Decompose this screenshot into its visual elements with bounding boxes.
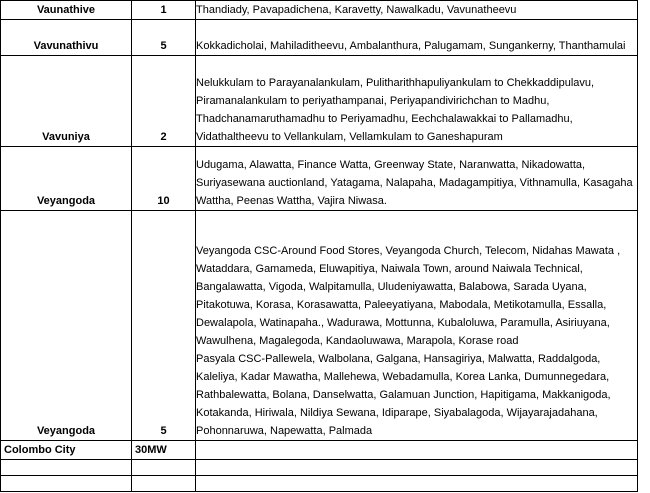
mw-cell: 10 bbox=[132, 147, 196, 211]
mw-cell: 30MW bbox=[132, 441, 196, 460]
table-row bbox=[1, 476, 638, 492]
table-row bbox=[1, 56, 638, 147]
area-cell bbox=[1, 476, 132, 492]
areas-text: Udugama, Alawatta, Finance Watta, Greenway State, Naranwatta, Nikadowatta, Suriyasewana auctionland, Yatagama, Nalapaha, Madagampitiya, Vithnamulla, Kasagaha Wattha, Peenas Wattha, Vajira Niwasa. bbox=[196, 159, 633, 207]
area-cell: Veyangoda bbox=[1, 147, 132, 211]
areas-text: Nelukkulam to Parayanalankulam, Pulitharithhapuliyankulam to Chekkaddipulavu, Piramanalankulam to periyathampanai, Periyapandivirichchan to Madhu, Thadchanamaruthamadhu to Periyamadhu, Eechchalawakkai to Pallamadhu, Vidathaltheevu to Vellankulam, Vellamkulam to Ganeshapuram bbox=[196, 77, 595, 143]
areas-text: Thandiady, Pavapadichena, Karavetty, Nawalkadu, Vavunatheevu bbox=[196, 4, 517, 16]
table-row bbox=[1, 147, 638, 211]
area-cell: Vaunathive bbox=[1, 1, 132, 20]
mw-cell: 5 bbox=[132, 211, 196, 441]
area-cell bbox=[1, 460, 132, 476]
mw-cell bbox=[132, 476, 196, 492]
areas-text: Veyangoda CSC-Around Food Stores, Veyangoda Church, Telecom, Nidahas Mawata , Wataddara, Gamameda, Eluwapitiya, Naiwala Town, around Naiwala Technical, Bangalawatta, Vigoda, Walpitamulla, Uludeniyawatta, Balabowa, Sarada Uyana, Pitakotuwa, Korasa, Korasawatta, Paleeyatiyana, Mabodala, Metikotamulla, Essalla, Dewalapola, Watinapaha., Wadurawa, Mottunna, Kubaloluwa, Paramulla, Asiriuyana, Wawulhena, Magalegoda, Kandaoluwawa, Marapola, Korase road bbox=[196, 245, 621, 347]
area-cell: Veyangoda bbox=[1, 211, 132, 441]
areas-cell bbox=[196, 20, 638, 56]
mw-cell: 2 bbox=[132, 56, 196, 147]
area-cell: Colombo City bbox=[1, 441, 132, 460]
areas-cell bbox=[196, 441, 638, 460]
table-row bbox=[1, 20, 638, 56]
areas-cell bbox=[196, 476, 638, 492]
mw-cell bbox=[132, 460, 196, 476]
table-row bbox=[1, 460, 638, 476]
table-row bbox=[1, 211, 638, 441]
areas-text: Kokkadicholai, Mahiladitheevu, Ambalanthura, Palugamam, Sungankerny, Thanthamulai bbox=[196, 40, 626, 52]
areas-cell bbox=[196, 211, 638, 441]
area-cell: Vavunathivu bbox=[1, 20, 132, 56]
areas-cell bbox=[196, 56, 638, 147]
area-cell: Vavuniya bbox=[1, 56, 132, 147]
areas-cell bbox=[196, 147, 638, 211]
table-row bbox=[1, 1, 638, 20]
table-row bbox=[1, 441, 638, 460]
mw-cell: 5 bbox=[132, 20, 196, 56]
areas-cell bbox=[196, 1, 638, 20]
areas-cell bbox=[196, 460, 638, 476]
areas-text: Pasyala CSC-Pallewela, Walbolana, Galgana, Hansagiriya, Malwatta, Raddalgoda, Kaleliya, Kadar Mawatha, Mallehewa, Webadamulla, Korea Lanka, Dumunnegedara, Rathbalewatta, Bolana, Danselwatta, Galamuan Junction, Hapitigama, Makkanigoda, Kotakanda, Hiriwala, Nildiya Sewana, Idiparape, Siyabalagoda, Wijayarajadahana, Pohonnaruwa, Napewatta, Palmada bbox=[196, 353, 611, 437]
mw-cell: 1 bbox=[132, 1, 196, 20]
